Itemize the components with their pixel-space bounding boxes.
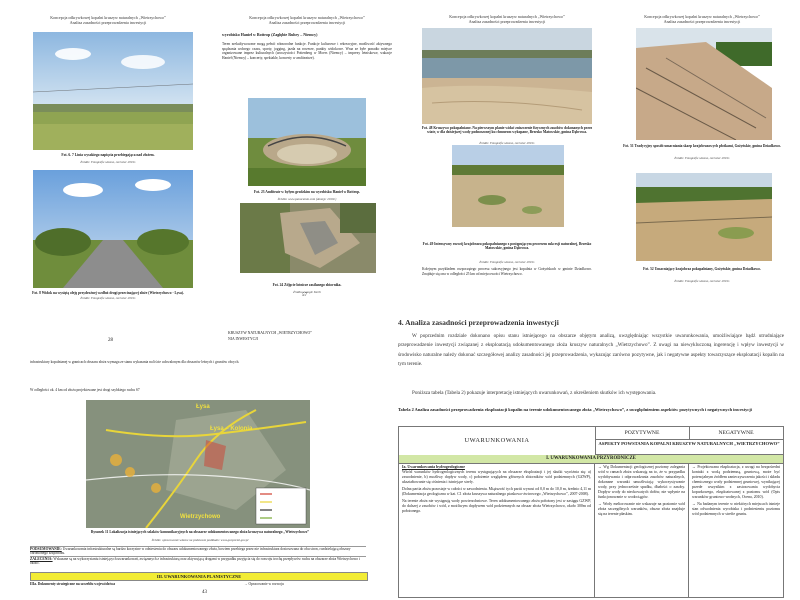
header-line-1: Koncepcja odkrywkowej kopalni kruszyw naturalnych „Wietrzychowo” (249, 15, 365, 20)
fig24-caption: Fot. 24 Zdjęcie lotnicze zasilanego zbiornika. (272, 283, 342, 287)
summary-text: Uwarunkowania infrastrukturalne są bardzo korzystne w odniesieniu do obszaru udokumentowanego złoża, bowiem przebiega przez nie infrastruktura dostosowana do obu stron, rozdzielającą obszary chronionego krajobrazu. (30, 547, 351, 556)
document-page-2 (212, 10, 402, 302)
table-intro-paragraph: Poniższa tabela (Tabela 2) pokazuje interpretację istniejących uwarunkowań, z określeniem skutków ich występowania. (412, 390, 657, 396)
fig8-source: Źródło: Fotografie własne, czerwiec 2019r. (80, 296, 136, 300)
fig49-caption: Fot. 49 Intensywny rozwój krajobrazu pokopalnianego z postępującym procesem sukcesji naturalnej, Brzesko Matowskie, gmina Dąbrowa. (422, 242, 592, 251)
fig23-source: Źródło: www.panoramio.com (dostęp: 2019r.) (277, 197, 337, 201)
analysis-table (398, 426, 784, 598)
map-road-network (86, 400, 310, 528)
fig24-source: Źródło: Google Earth (293, 290, 321, 294)
map-caption: Rysunek 11 Lokalizacja istniejących szlaków komunikacyjnych na obszarze udokumentowanego złoża kruszywa naturalnego „Wietrzychowo” (90, 530, 310, 534)
document-page-3 (412, 10, 602, 300)
road-distance-paragraph: W odległości ok. 4 km od złoża projektowane jest drogi szybkiego ruchu S7 (30, 388, 140, 392)
page-header (212, 15, 402, 25)
fig48-source: Źródło: Fotografie własne, czerwiec 2019r. (479, 141, 535, 145)
cell-negative (689, 463, 783, 597)
cell-positive (595, 463, 689, 597)
header-uwarunkowania: UWARUNKOWANIA (399, 427, 596, 456)
header-line-1: Koncepcja odkrywkowej kopalni kruszyw naturalnych „Wietrzychowo” (449, 14, 565, 19)
subsection-strategic-docs: IIIa. Dokumenty strategiczne na szczeblu województwa (30, 582, 116, 586)
photo-reinforced-slope (636, 173, 772, 261)
photo-succession-pit (452, 145, 564, 227)
summary-label: PODSUMOWANIE: (30, 547, 62, 551)
photo-amphitheatre (248, 98, 366, 186)
section-title: 4. Analiza zasadności przeprowadzenia inwestycji (398, 318, 559, 327)
page-number: 43 (202, 590, 207, 595)
aspects-header: ASPEKTY POWSTANIA KOPALNI KRUSZYW NATURALNYCH „WIETRZYCHOWO” (595, 439, 783, 455)
arrow-cell: → Opracowanie w rozwoju (244, 582, 284, 586)
photo-slope-fences (636, 28, 772, 140)
fig6-source: Źródło: Fotografie własne, czerwiec 2019r. (80, 160, 136, 164)
map-source: Źródło: opracowanie własne na podstawie podkładu: www.geoportal.gov.pl (151, 538, 249, 542)
header-line-2: Analiza zasadności przeprowadzenia inwestycji (69, 20, 147, 25)
map-label-wietrzychowo: Wietrzychowo (180, 514, 221, 520)
fragment-header-line-1: KRUSZYW NATURALNYCH „WIETRZYCHOWO” (228, 331, 312, 335)
photo-lake-shore (422, 28, 592, 124)
header-negatywne: NEGATYWNE (689, 427, 783, 440)
document-page-7 (390, 318, 788, 598)
fig8-caption: Fot. 8 Widok na wysiętą oleję przydrożnej wzdłuż drogi przecinającej złoże (Wietrzychowo - Lysa). (32, 291, 184, 295)
recommendation-label: ZALECENIA: (30, 557, 53, 561)
fig49-source: Źródło: Fotografie własne, czerwiec 2019r. (479, 260, 535, 264)
negative-text-1: → Projektowana eksploatacja, z uwagi na bezpośredni kontakt z wodą podziemną, gruntową, może być potencjalnym źródłem zanieczyszczenia jakości i składu chemicznego wody podziemnej gruntowej, wynikającej przede wszystkim z zastosowania wydobycia koparkowego, eksploatowanej z poziomu wód (Opis warunków gruntowo-wodnych, Ocena, 2010). (692, 465, 780, 499)
section-heading: wyrobisko Hanieł w Bottrop (Zagłębie Ruhry – Niemcy) (222, 32, 318, 37)
fragment-header-line-2: NIA INWESTYCJI (228, 337, 258, 341)
header-line-1: Koncepcja odkrywkowej kopalni kruszyw naturalnych „Wietrzychowo” (644, 14, 760, 19)
body-paragraph: Kolejnym przykładem rozpoczętego procesu sukcesyjnego jest kopalnia w Gożyńskach w gminie Dziadkowo. Znajduje się ona w odległości 25 km od miejscowości Wietrzychowo. (422, 267, 592, 276)
recommendation-text: Wskazane są na wykorzystaniu istniejących uwarunkowań, związanych z infrastrukturą oraz aktywującą drogami w przypadku przyjęcia się do rozwoju trochę przepływów ruchu na obszarze złoża Wietrzychowo i okolic. (30, 557, 360, 566)
section-header-planning: III. UWARUNKOWANIA PLANISTYCZNE (30, 572, 368, 581)
fig52-caption: Fot. 52 Umacniający krajobraz pokopalniany, Gożyńskie, gmina Dziadkowo. (643, 267, 761, 271)
negative-text-2: → Na badanym terenie w niektórych miejscach istnieje stan odwodnienia wyrobiska i podniesieniu poziomu wód podziemnych w strefie gruntu. (692, 502, 780, 516)
cell-conditions (399, 463, 595, 597)
header-line-2: Analiza zasadności przeprowadzenia inwestycji (268, 20, 346, 25)
header-line-1: Koncepcja odkrywkowej kopalni kruszyw naturalnych „Wietrzychowo” (50, 15, 166, 20)
header-line-2: Analiza zasadności przeprowadzenia inwestycji (663, 19, 741, 24)
photo-aerial-reservoir (240, 203, 376, 273)
page-header (18, 15, 198, 25)
recommendation-box (30, 556, 366, 566)
page-header (412, 14, 602, 24)
table-caption: Tabela 2 Analiza zasadności przeprowadzenia eksploatacji kopalin na terenie udokumentowanego złoża „Wietrzychowo”, z uwzględnieniem aspektów pozytywnych i negatywnych inwestycji (398, 407, 752, 412)
fig51-source: Źródło: Fotografie własne, czerwiec 2019r. (674, 156, 730, 160)
page-number: 57 (302, 293, 307, 298)
map-label-lysa-kolonia: Łysa – Kolonia (210, 426, 253, 432)
positive-text-1: → Wg Dokumentacji geologicznej poziomy zalegania wód w ramach złoża wskazują na to, że w przypadku wydobywania i odprowadzania zasobów naturalnych, dokonane warunki umożliwiają: wykorzystywanie wody, przy jednocześnie spadku, dbałości o zasoby. Dopływ wody do nieckowatych dołów, nie wpłynie na funkcjonowanie w wodociągów. (598, 465, 685, 499)
conditions-text-2: Dolna partia złoża pozostaje w całości w zawodnieniu. Miąższość tych partii wynosi od 0,0 m do 10,0 m, średnio 4,11 m (Dokumentacja geologiczna w kat. C1 złoża kruszywa naturalnego piaskowo-żwirowego „Wietrzychowo”, 2007-2008). (402, 487, 591, 496)
header-pozytywne: POZYTYWNE (595, 427, 690, 440)
section-row-nature: I. UWARUNKOWANIA PRZYRODNICZE (399, 455, 783, 464)
header-line-2: Analiza zasadności przeprowadzenia inwestycji (468, 19, 546, 24)
document-page-1 (18, 10, 198, 306)
document-page-5 (30, 360, 370, 598)
positive-text-2: → Wody meliorowanie nie wskazuje na poziomie wód złoża szczególnych warunków, obszar złoża znajduje się na terenie płaskim. (598, 502, 685, 516)
fig6-caption: Fot. 6. 7 Linia wysokiego napięcia przebiegająca nad złożem. (61, 153, 155, 157)
fig51-caption: Fot. 51 Tradycyjny sposób umacniania skarp krajobrazowych płotkami, Gożyńskie, gmina Dziadkowo. (623, 144, 781, 148)
fig52-source: Źródło: Fotografie własne, czerwiec 2019r. (674, 279, 730, 283)
page-header (612, 14, 792, 24)
photo-power-line-field (33, 32, 193, 150)
body-paragraph: Teren zrekultywowane mogą pełnić różnorodne funkcje. Funkcje kulturowe i rekreacyjne, możliwość aktywnego spędzania wolnego czasu, sporty, jogging, jazda na rowerze, punkty widokowe. Wraz ze byłe ponadto miejsce organizowane imprez kulturalnych (uroczystości Pottenberg w Moers (Niemcy) – imprezy letniskowe, wakacje Hanieł (Niemcy) – koncerty, spektakle, koncerty w amfiteatrze). (222, 42, 392, 60)
photo-road-trees (33, 170, 193, 288)
intro-paragraph: W poprzednim rozdziale dokonano opisu stanu istniejącego na obszarze objętym analizą, uwzględniając wszystkie uwarunkowania, umożliwiające bądź utrudniające przeprowadzenie inwestycji związanej z eksploatacją udokumentowanego złoża kruszyw naturalnych „Wietrzychowo”. Z uwagi na niewykluczoną ingerencję i wpływ inwestycji w środowisko naturalne należy dokonać szczegółowej analizy zasadności jej przeprowadzenia, wykazując zarówno pozytywne, jak i negatywne aspekty towarzyszące eksploatacji kopalin na tym terenie. (398, 333, 784, 368)
fig48-caption: Fot. 48 Kruszywo pokopalniane. Na pierwszym planie widać zniszczenie fizycznych zasobów dokonanych przez wiatr, w dla dzisiejszej wody podnoszonej ku chmurom wykopane, Brzesko Matowskie, gmina Dąbrowa. (421, 126, 593, 135)
fig23-caption: Fot. 23 Amfiteatr w byłym grodzkim na wyrobisku Hanieł w Bottrop. (254, 190, 360, 194)
page-number-28: 28 (108, 338, 113, 343)
document-page-4 (612, 10, 792, 300)
conditions-text-1: Wśród warunków hydrogeologicznych terenu występujących na obszarze eksploatacji i jej skutki wyróżnia się: a) zawodnienie, b) możliwy dopływ wody, c) położenie względem głównych zbiorników wód podziemnych (GZWP), ukształtowanie się ciśnienia i istniejące strefy. (402, 470, 591, 484)
subsection-hydrogeology: Ia. Uwarunkowania hydrogeologiczne (402, 465, 465, 469)
conditions-text-3: Na terenie złoża nie występują wody powierzchniowe. Teren udokumentowanego złoża położony jest w zasięgu GZWP, do dalszej z zasobów i wód, z możliwym dopływem wód podziemnych na obszar złoża Wietrzychowo, około 300m od położonego. (402, 499, 591, 513)
infrastructure-paragraph: infrastruktury kopalnianej w granicach obszaru złoża wymaga ze stanu wykazania na liście uchwalonym dla obszarów leśnych i gruntów obcych. (30, 360, 240, 364)
document-page-6-fragment (228, 330, 368, 342)
map-label-lysa: Łysa (196, 404, 210, 410)
